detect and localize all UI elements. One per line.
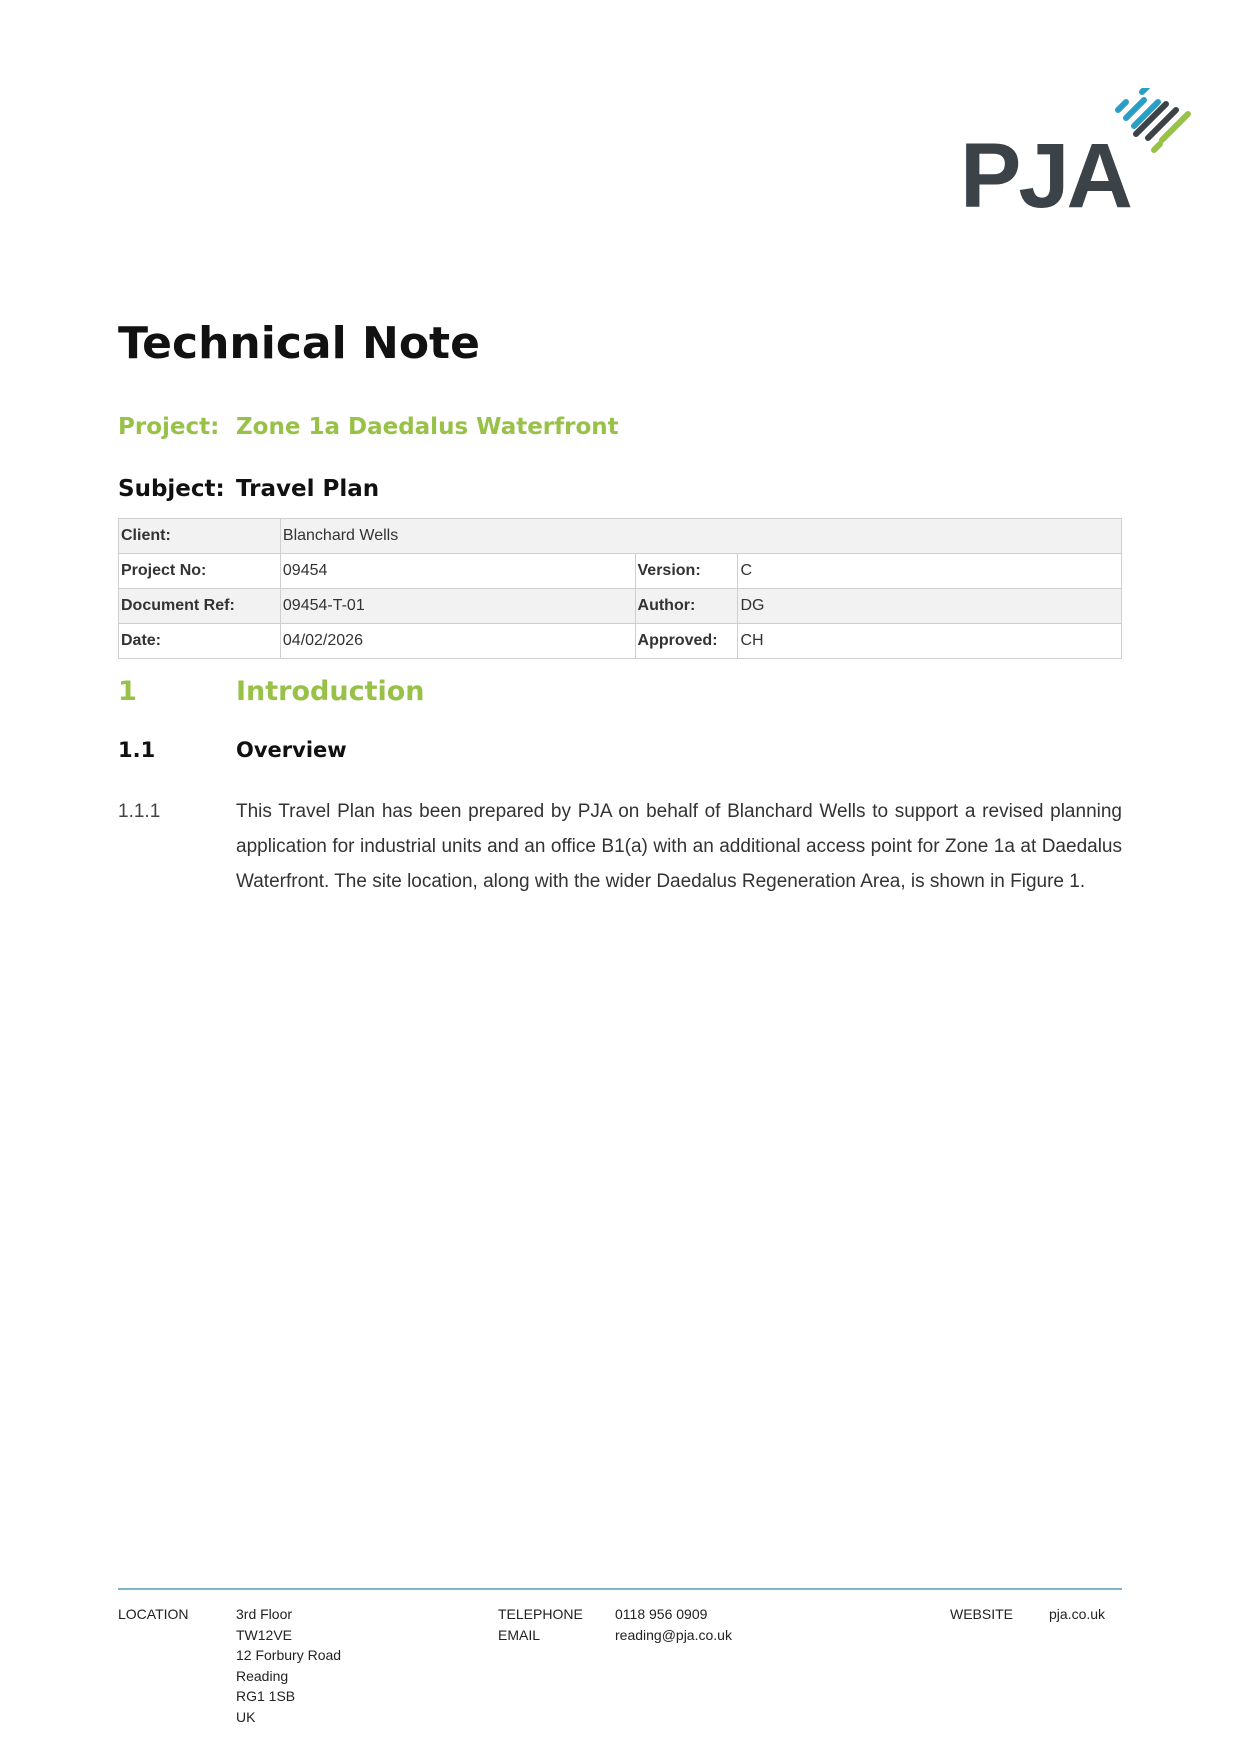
pja-logo <box>960 88 1196 227</box>
footer-contact-values <box>615 1604 732 1645</box>
subject-heading <box>118 478 379 501</box>
address-line: UK <box>236 1708 256 1725</box>
project-no-value: 09454 <box>280 554 635 589</box>
client-label: Client: <box>119 519 281 554</box>
address-line: 12 Forbury Road <box>236 1647 342 1663</box>
version-value: C <box>738 554 1122 589</box>
author-label: Author: <box>635 589 738 624</box>
subject-label: Subject: <box>118 476 225 502</box>
paragraph-text: This Travel Plan has been prepared by PJA on behalf of Blanchard Wells to support a revised planning application for industrial units and an office B1(a) with an additional access point for Zone 1a at Daedalus Waterfront. The site location, along with the wider Daedalus Regeneration Area, is shown in Figure 1. <box>236 801 1122 892</box>
paragraph-number: 1.1.1 <box>118 801 161 822</box>
subsection-heading <box>118 740 347 761</box>
footer-contact-labels <box>498 1604 583 1645</box>
table-row <box>119 554 1122 589</box>
address-line: Reading <box>236 1667 289 1684</box>
subsection-number: 1.1 <box>118 738 156 762</box>
footer-website-label: WEBSITE <box>950 1606 1014 1622</box>
document-ref-label: Document Ref: <box>119 589 281 624</box>
project-no-label: Project No: <box>119 554 281 589</box>
table-row <box>119 519 1122 554</box>
footer-website-link[interactable]: pja.co.uk <box>1049 1606 1106 1622</box>
approved-label: Approved: <box>635 624 738 659</box>
address-line: 3rd Floor <box>236 1606 293 1622</box>
footer-telephone-label: TELEPHONE <box>498 1606 583 1622</box>
pja-logo-stripes-icon <box>1114 88 1194 154</box>
subsection-title: Overview <box>236 738 347 762</box>
project-value: Zone 1a Daedalus Waterfront <box>236 414 619 440</box>
section-heading <box>118 678 425 705</box>
section-title: Introduction <box>236 676 425 707</box>
address-line: TW12VE <box>236 1626 293 1643</box>
table-row <box>119 589 1122 624</box>
version-label: Version: <box>635 554 738 589</box>
pja-logo-text: PJA <box>960 125 1130 227</box>
footer-email-link[interactable]: reading@pja.co.uk <box>615 1626 732 1643</box>
approved-value: CH <box>738 624 1122 659</box>
date-label: Date: <box>119 624 281 659</box>
document-title: Technical Note <box>118 318 480 369</box>
subject-value: Travel Plan <box>236 476 380 502</box>
footer-telephone: 0118 956 0909 <box>615 1606 708 1622</box>
table-row <box>119 624 1122 659</box>
footer-divider <box>118 1588 1122 1590</box>
section-number: 1 <box>118 676 137 707</box>
paragraph <box>118 794 1122 899</box>
footer-address <box>236 1604 341 1727</box>
project-label: Project: <box>118 414 220 440</box>
author-value: DG <box>738 589 1122 624</box>
client-value: Blanchard Wells <box>280 519 1121 554</box>
project-heading <box>118 416 619 439</box>
footer-location-label: LOCATION <box>118 1606 189 1622</box>
address-line: RG1 1SB <box>236 1688 296 1704</box>
document-info-table <box>118 518 1122 659</box>
document-ref-value: 09454-T-01 <box>280 589 635 624</box>
footer-email-label: EMAIL <box>498 1626 541 1643</box>
date-value: 04/02/2026 <box>280 624 635 659</box>
